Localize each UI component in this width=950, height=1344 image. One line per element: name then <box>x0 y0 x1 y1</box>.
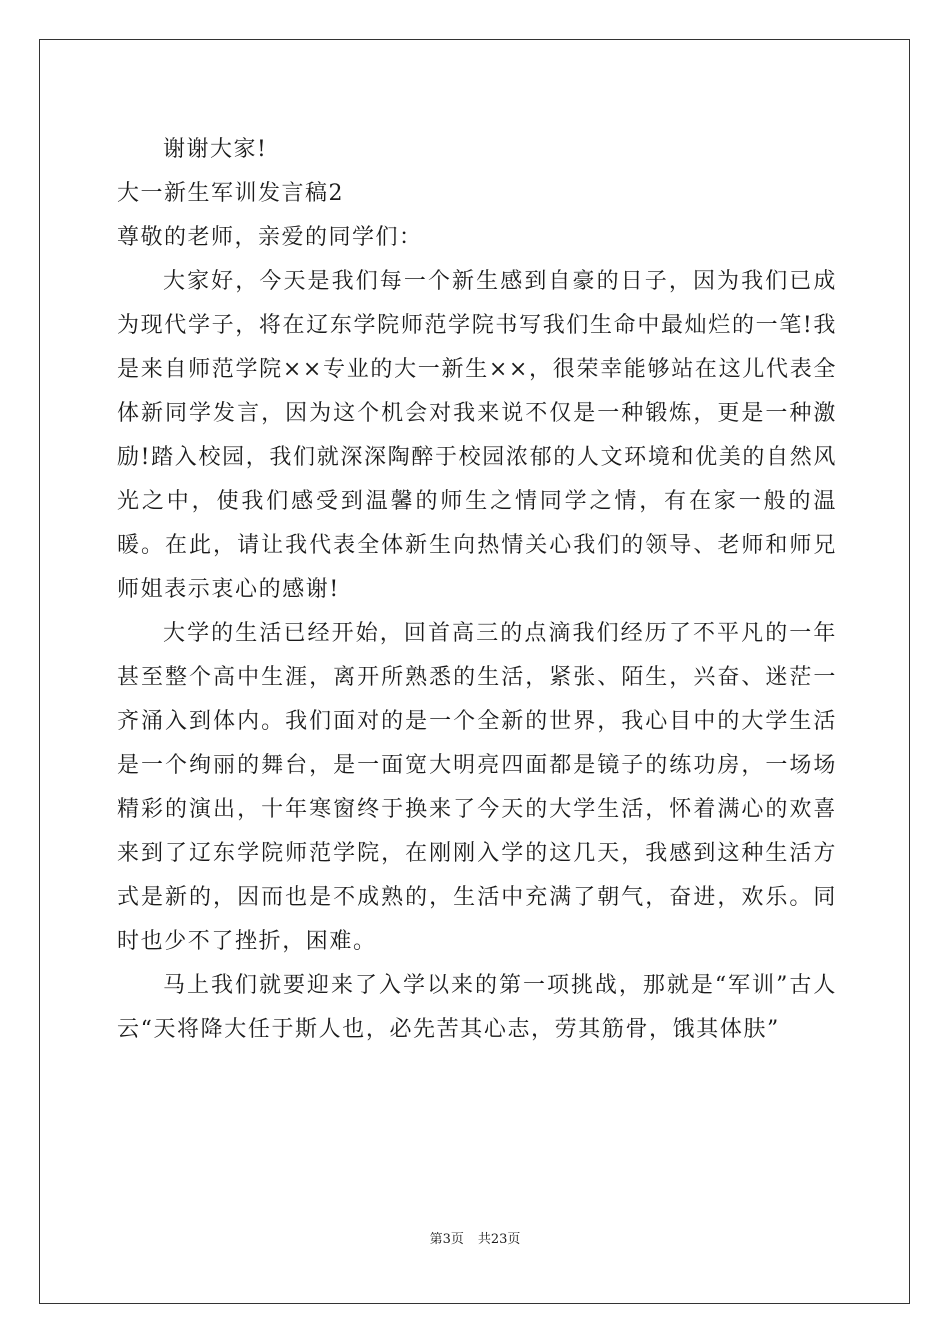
paragraph-1: 大家好，今天是我们每一个新生感到自豪的日子，因为我们已成为现代学子，将在辽东学院师范学院书写我们生命中最灿烂的一笔!我是来自师范学院××专业的大一新生××，很荣幸能够站在这儿代表全体新同学发言，因为这个机会对我来说不仅是一种锻炼，更是一种激励!踏入校园，我们就深深陶醉于校园浓郁的人文环境和优美的自然风光之中，使我们感受到温馨的师生之情同学之情，有在家一般的温暖。在此，请让我代表全体新生向热情关心我们的领导、老师和师兄师姐表示衷心的感谢! <box>117 269 837 602</box>
page-total: 共23页 <box>477 1232 521 1247</box>
page-footer <box>0 1228 950 1247</box>
paragraph-2: 大学的生活已经开始，回首高三的点滴我们经历了不平凡的一年甚至整个高中生涯，离开所熟悉的生活，紧张、陌生，兴奋、迷茫一齐涌入到体内。我们面对的是一个全新的世界，我心目中的大学生活是一个绚丽的舞台，是一面宽大明亮四面都是镜子的练功房，一场场精彩的演出，十年寒窗终于换来了今天的大学生活，怀着满心的欢喜来到了辽东学院师范学院，在刚刚入学的这几天，我感到这种生活方式是新的，因而也是不成熟的，生活中充满了朝气，奋进，欢乐。同时也少不了挫折，困难。 <box>117 621 837 954</box>
paragraph-3: 马上我们就要迎来了入学以来的第一项挑战，那就是“军训”古人云“天将降大任于斯人也，必先苦其心志，劳其筋骨，饿其体肤” <box>117 973 837 1042</box>
document-body <box>117 128 837 1052</box>
speech-title: 大一新生军训发言稿2 <box>117 181 344 206</box>
page-number: 第3页 <box>429 1232 464 1247</box>
closing-line: 谢谢大家! <box>163 137 268 162</box>
salutation: 尊敬的老师，亲爱的同学们： <box>117 225 423 250</box>
